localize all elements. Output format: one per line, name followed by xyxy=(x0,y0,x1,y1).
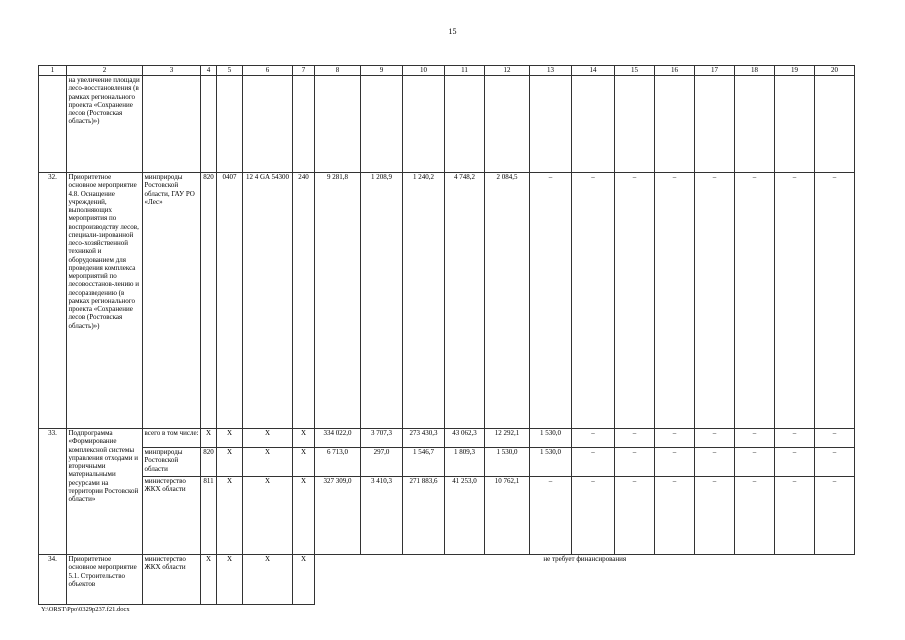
cell-14: – xyxy=(572,477,615,555)
cell-7: Х xyxy=(293,429,315,448)
cell-15: – xyxy=(615,448,655,477)
cell-10: 1 240,2 xyxy=(403,173,445,429)
cell-14: – xyxy=(572,429,615,448)
cell-11: 41 253,0 xyxy=(445,477,485,555)
cell-4: 811 xyxy=(201,477,217,555)
table-row xyxy=(39,477,855,555)
header-cell: 15 xyxy=(615,66,655,76)
cell-8: 327 309,0 xyxy=(315,477,361,555)
cell-6: Х xyxy=(243,429,293,448)
cell-16: – xyxy=(655,477,695,555)
table-row-continued xyxy=(39,76,855,173)
cell-5: Х xyxy=(217,477,243,555)
footer-file-path: Y:\ORST\Ppo\0329p237.f21.docx xyxy=(41,606,130,613)
row-name: на увеличение площади лесо-восстановления (в рамках регионального проекта «Сохранение лесов (Ростовская область)») xyxy=(67,76,143,173)
row-name: Приоритетное основное мероприятие 5.1. Строительство объектов xyxy=(67,555,143,605)
header-cell: 5 xyxy=(217,66,243,76)
row-executor: минприроды Ростовской области xyxy=(143,448,201,477)
row-name: Подпрограмма «Формирование комплексной системы управления отходами и вторичными материальными ресурсами на территории Ростовской области» xyxy=(67,429,143,555)
cell-17: – xyxy=(695,429,735,448)
cell-7: Х xyxy=(293,448,315,477)
row-executor: министерство ЖКХ области xyxy=(143,555,201,605)
financing-note: не требует финансирования xyxy=(315,555,855,605)
row-executor: министерство ЖКХ области xyxy=(143,477,201,555)
header-cell: 19 xyxy=(775,66,815,76)
header-cell: 13 xyxy=(530,66,572,76)
cell-15: – xyxy=(615,173,655,429)
cell-5: Х xyxy=(217,448,243,477)
cell-13: 1 530,0 xyxy=(530,448,572,477)
cell-13: 1 530,0 xyxy=(530,429,572,448)
header-cell: 16 xyxy=(655,66,695,76)
page-number: 15 xyxy=(448,27,457,36)
row-number xyxy=(39,76,67,173)
row-executor: всего в том числе: xyxy=(143,429,201,448)
cell-17: – xyxy=(695,173,735,429)
budget-table xyxy=(38,65,855,605)
cell-13: – xyxy=(530,173,572,429)
row-number: 32. xyxy=(39,173,67,429)
header-cell: 3 xyxy=(143,66,201,76)
cell-19: – xyxy=(775,477,815,555)
header-row xyxy=(39,66,855,76)
cell-13: – xyxy=(530,477,572,555)
cell-7: Х xyxy=(293,477,315,555)
cell-4: Х xyxy=(201,429,217,448)
header-cell: 4 xyxy=(201,66,217,76)
header-cell: 7 xyxy=(293,66,315,76)
cell-10: 271 883,6 xyxy=(403,477,445,555)
cell-12: 2 084,5 xyxy=(485,173,530,429)
header-cell: 8 xyxy=(315,66,361,76)
cell-10: 273 430,3 xyxy=(403,429,445,448)
cell-17: – xyxy=(695,448,735,477)
cell-12: 10 762,1 xyxy=(485,477,530,555)
cell-15: – xyxy=(615,477,655,555)
cell-19: – xyxy=(775,429,815,448)
table-row xyxy=(39,448,855,477)
cell-14: – xyxy=(572,173,615,429)
cell-18: – xyxy=(735,429,775,448)
header-cell: 14 xyxy=(572,66,615,76)
cell-18: – xyxy=(735,477,775,555)
header-cell: 6 xyxy=(243,66,293,76)
header-cell: 10 xyxy=(403,66,445,76)
cell-4: 820 xyxy=(201,173,217,429)
cell-16: – xyxy=(655,429,695,448)
cell-16: – xyxy=(655,448,695,477)
table-row xyxy=(39,429,855,448)
cell-18: – xyxy=(735,173,775,429)
cell-5: 0407 xyxy=(217,173,243,429)
cell-6: Х xyxy=(243,448,293,477)
cell-11: 4 748,2 xyxy=(445,173,485,429)
cell-10: 1 546,7 xyxy=(403,448,445,477)
header-cell: 12 xyxy=(485,66,530,76)
cell-20: – xyxy=(815,448,855,477)
cell-9: 3 707,3 xyxy=(361,429,403,448)
header-cell: 17 xyxy=(695,66,735,76)
row-number: 33. xyxy=(39,429,67,555)
cell-7: 240 xyxy=(293,173,315,429)
table-row xyxy=(39,555,855,605)
cell-17: – xyxy=(695,477,735,555)
cell-6: Х xyxy=(243,555,293,605)
cell-15: – xyxy=(615,429,655,448)
cell-18: – xyxy=(735,448,775,477)
cell-6: 12 4 GA 54300 xyxy=(243,173,293,429)
cell-6: Х xyxy=(243,477,293,555)
cell-8: 9 281,8 xyxy=(315,173,361,429)
cell-11: 1 809,3 xyxy=(445,448,485,477)
header-cell: 18 xyxy=(735,66,775,76)
table-row xyxy=(39,173,855,429)
header-cell: 9 xyxy=(361,66,403,76)
header-cell: 1 xyxy=(39,66,67,76)
cell-12: 1 530,0 xyxy=(485,448,530,477)
row-executor: минприроды Ростовской области, ГАУ РО «Лес» xyxy=(143,173,201,429)
cell-20: – xyxy=(815,429,855,448)
cell-5: Х xyxy=(217,429,243,448)
row-number: 34. xyxy=(39,555,67,605)
cell-16: – xyxy=(655,173,695,429)
cell-9: 3 410,3 xyxy=(361,477,403,555)
cell-8: 6 713,0 xyxy=(315,448,361,477)
cell-9: 297,0 xyxy=(361,448,403,477)
cell-4: Х xyxy=(201,555,217,605)
cell-19: – xyxy=(775,173,815,429)
cell-8: 334 022,0 xyxy=(315,429,361,448)
row-name: Приоритетное основное мероприятие 4.8. Оснащение учреждений, выполняющих мероприятия по воспроизводству лесов, специали-зированной лесо-хозяйственной техникой и оборудованием для проведения комплекса мероприятий по лесовосстанов-лению и лесоразведению (в рамках регионального проекта «Сохранение лесов (Ростовская область)») xyxy=(67,173,143,429)
cell-7: Х xyxy=(293,555,315,605)
header-cell: 2 xyxy=(67,66,143,76)
header-cell: 11 xyxy=(445,66,485,76)
header-cell: 20 xyxy=(815,66,855,76)
cell-9: 1 208,9 xyxy=(361,173,403,429)
cell-20: – xyxy=(815,477,855,555)
cell-19: – xyxy=(775,448,815,477)
cell-20: – xyxy=(815,173,855,429)
cell-12: 12 292,1 xyxy=(485,429,530,448)
cell-4: 820 xyxy=(201,448,217,477)
cell-11: 43 062,3 xyxy=(445,429,485,448)
cell-5: Х xyxy=(217,555,243,605)
cell-14: – xyxy=(572,448,615,477)
